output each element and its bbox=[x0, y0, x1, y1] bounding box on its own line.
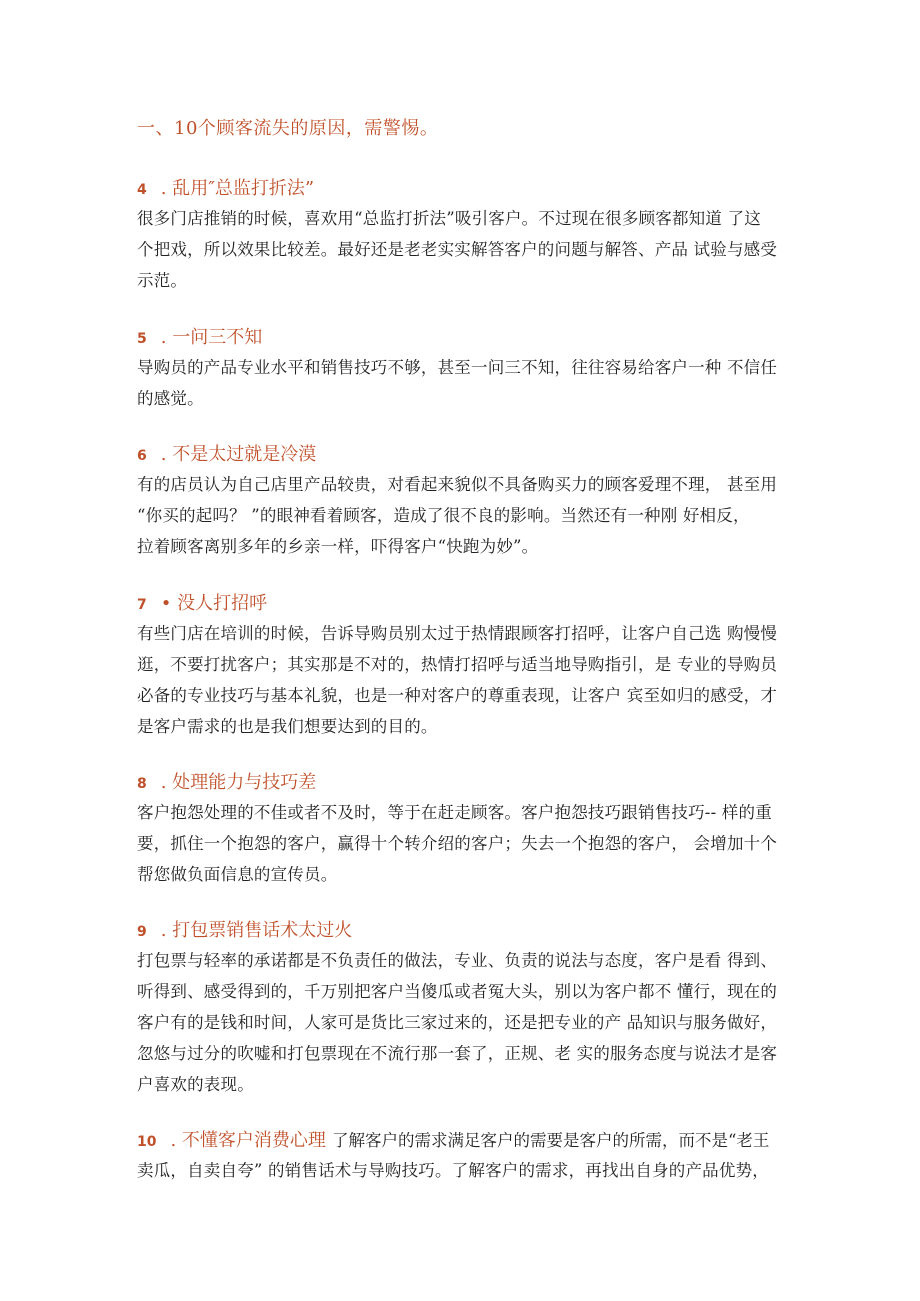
paragraph-line: 忽悠与过分的吹嘘和打包票现在不流行那一套了，正规、老 实的服务态度与说法才是客 bbox=[137, 1044, 778, 1063]
section-heading-text: . 打包票销售话术太过火 bbox=[160, 920, 353, 941]
section-heading-6 bbox=[137, 440, 316, 466]
section-heading-text: . 不懂客户消费心理 bbox=[170, 1130, 326, 1151]
section-heading-4 bbox=[137, 174, 314, 200]
paragraph-line: 听得到、感受得到的，千万别把客户当傻瓜或者冤大头，别以为客户都不 懂行，现在的 bbox=[137, 982, 778, 1001]
paragraph-line: 必备的专业技巧与基本礼貌，也是一种对客户的尊重表现，让客户 宾至如归的感受，才 bbox=[137, 686, 778, 705]
section-heading-8 bbox=[137, 768, 316, 794]
paragraph-line: 帮您做负面信息的宣传员。 bbox=[137, 865, 338, 884]
paragraph-line: 卖瓜，自卖自夸” 的销售话术与导购技巧。了解客户的需求，再找出自身的产品优势， bbox=[137, 1161, 769, 1180]
section-number: 6 bbox=[137, 448, 147, 464]
paragraph-line: 逛，不要打扰客户；其实那是不对的，热情打招呼与适当地导购指引，是 专业的导购员 bbox=[137, 655, 778, 674]
paragraph-line: 拉着顾客离别多年的乡亲一样，吓得客户“快跑为妙”。 bbox=[137, 537, 539, 556]
section-heading-9 bbox=[137, 916, 352, 942]
paragraph-line: 导购员的产品专业水平和销售技巧不够，甚至一问三不知，往往容易给客户一种 不信任 bbox=[137, 358, 778, 377]
section-heading-text: . 一问三不知 bbox=[160, 327, 263, 348]
section-number: 7 bbox=[137, 597, 147, 613]
page-title: 一、10个顾客流失的原因，需警惕。 bbox=[137, 118, 439, 139]
section-heading-text: . 处理能力与技巧差 bbox=[160, 772, 317, 793]
section-number: 5 bbox=[137, 331, 147, 347]
paragraph-line: 打包票与轻率的承诺都是不负责任的做法，专业、负责的说法与态度，客户是看 得到、 bbox=[137, 951, 778, 970]
section-number: 10 bbox=[137, 1134, 157, 1150]
paragraph-line: 有的店员认为自己店里产品较贵，对看起来貌似不具备购买力的顾客爱理不理， 甚至用 bbox=[137, 475, 778, 494]
paragraph-line: 有些门店在培训的时候，告诉导购员别太过于热情跟顾客打招呼，让客户自己选 购慢慢 bbox=[137, 624, 778, 643]
section-number: 9 bbox=[137, 924, 147, 940]
paragraph-inline-text: 了解客户的需求满足客户的需要是客户的所需，而不是“老王 bbox=[331, 1131, 770, 1150]
section-number: 4 bbox=[137, 182, 147, 198]
paragraph-line: 个把戏，所以效果比较差。最好还是老老实实解答客户的问题与解答、产品 试验与感受 bbox=[137, 240, 778, 259]
paragraph-line: 要，抓住一个抱怨的客户，赢得十个转介绍的客户；失去一个抱怨的客户， 会增加十个 bbox=[137, 834, 778, 853]
section-heading-text: • 没人打招呼 bbox=[160, 593, 268, 614]
paragraph-line: 是客户需求的也是我们想要达到的目的。 bbox=[137, 717, 438, 736]
section-heading-text: . 乱用″总监打折法” bbox=[160, 178, 315, 199]
section-number: 8 bbox=[137, 776, 147, 792]
paragraph-line: 户喜欢的表现。 bbox=[137, 1075, 254, 1094]
paragraph-line: 示范。 bbox=[137, 271, 188, 290]
paragraph-line: 很多门店推销的时候，喜欢用“总监打折法”吸引客户。不过现在很多顾客都知道 了这 bbox=[137, 209, 761, 228]
section-heading-10 bbox=[137, 1126, 769, 1152]
paragraph-line: 的感觉。 bbox=[137, 389, 204, 408]
paragraph-line: “你买的起吗？ ”的眼神看着顾客，造成了很不良的影响。当然还有一种刚 好相反， bbox=[137, 506, 750, 525]
paragraph-line: 客户抱怨处理的不佳或者不及时，等于在赶走顾客。客户抱怨技巧跟销售技巧-- 样的重 bbox=[137, 803, 772, 822]
section-heading-5 bbox=[137, 323, 262, 349]
paragraph-line: 客户有的是钱和时间，人家可是货比三家过来的，还是把专业的产 品知识与服务做好， bbox=[137, 1013, 778, 1032]
section-heading-7 bbox=[137, 589, 267, 615]
section-heading-text: . 不是太过就是冷漠 bbox=[160, 444, 317, 465]
